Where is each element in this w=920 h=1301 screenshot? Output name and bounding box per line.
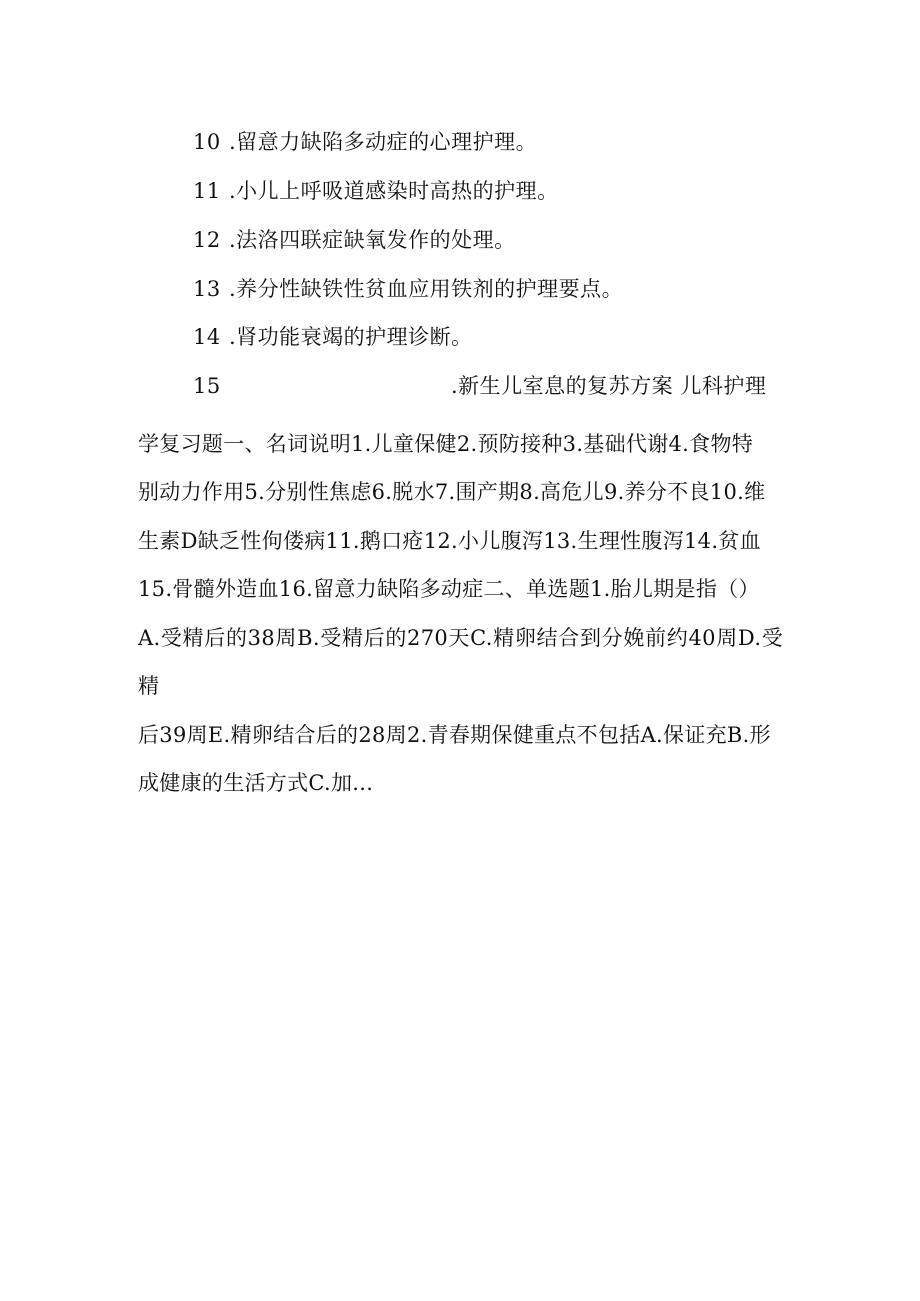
paragraph-line: 生素D缺乏性佝偻病11.鹅口疮12.小儿腹泻13.生理性腹泻14.贫血	[138, 528, 761, 553]
paragraph-line: 学复习题一、名词说明1.儿童保健2.预防接种3.基础代谢4.食物特	[138, 431, 754, 456]
list-item-13	[193, 275, 623, 303]
paragraph-line: 15.骨髓外造血16.留意力缺陷多动症二、单选题1.胎儿期是指（）	[138, 577, 760, 601]
paragraph-line: 别动力作用5.分别性焦虑6.脱水7.围产期8.高危儿9.养分不良10.维	[138, 480, 766, 504]
body-paragraph	[138, 371, 783, 808]
paragraph-line	[138, 371, 783, 420]
item-text: .法洛四联症缺氧发作的处理。	[229, 228, 516, 252]
list-item-11	[193, 177, 559, 205]
item-text: .养分性缺铁性贫血应用铁剂的护理要点。	[229, 277, 624, 301]
paragraph-line: A.受精后的38周B.受精后的270天C.精卵结合到分娩前约40周D.受精	[138, 625, 783, 698]
item-number: 14	[193, 325, 221, 349]
item-text: .留意力缺陷多动症的心理护理。	[229, 130, 538, 154]
item-number: 11	[193, 179, 221, 203]
item-number: 13	[193, 277, 221, 301]
item-text: .肾功能衰竭的护理诊断。	[229, 325, 473, 349]
paragraph-line: 后39周E.精卵结合后的28周2.青春期保健重点不包括A.保证充B.形	[138, 722, 771, 747]
paragraph-line: 成健康的生活方式C.加...	[138, 771, 374, 795]
list-item-14	[193, 323, 473, 351]
item-number: 10	[193, 130, 221, 154]
item-text: .新生儿室息的复苏方案 儿科护理	[451, 374, 767, 398]
item-text: .小儿上呼吸道感染时高热的护理。	[229, 179, 559, 203]
item-number: 15	[193, 374, 221, 398]
item-number: 12	[193, 228, 221, 252]
list-item-10	[193, 128, 537, 156]
list-item-12	[193, 226, 516, 254]
